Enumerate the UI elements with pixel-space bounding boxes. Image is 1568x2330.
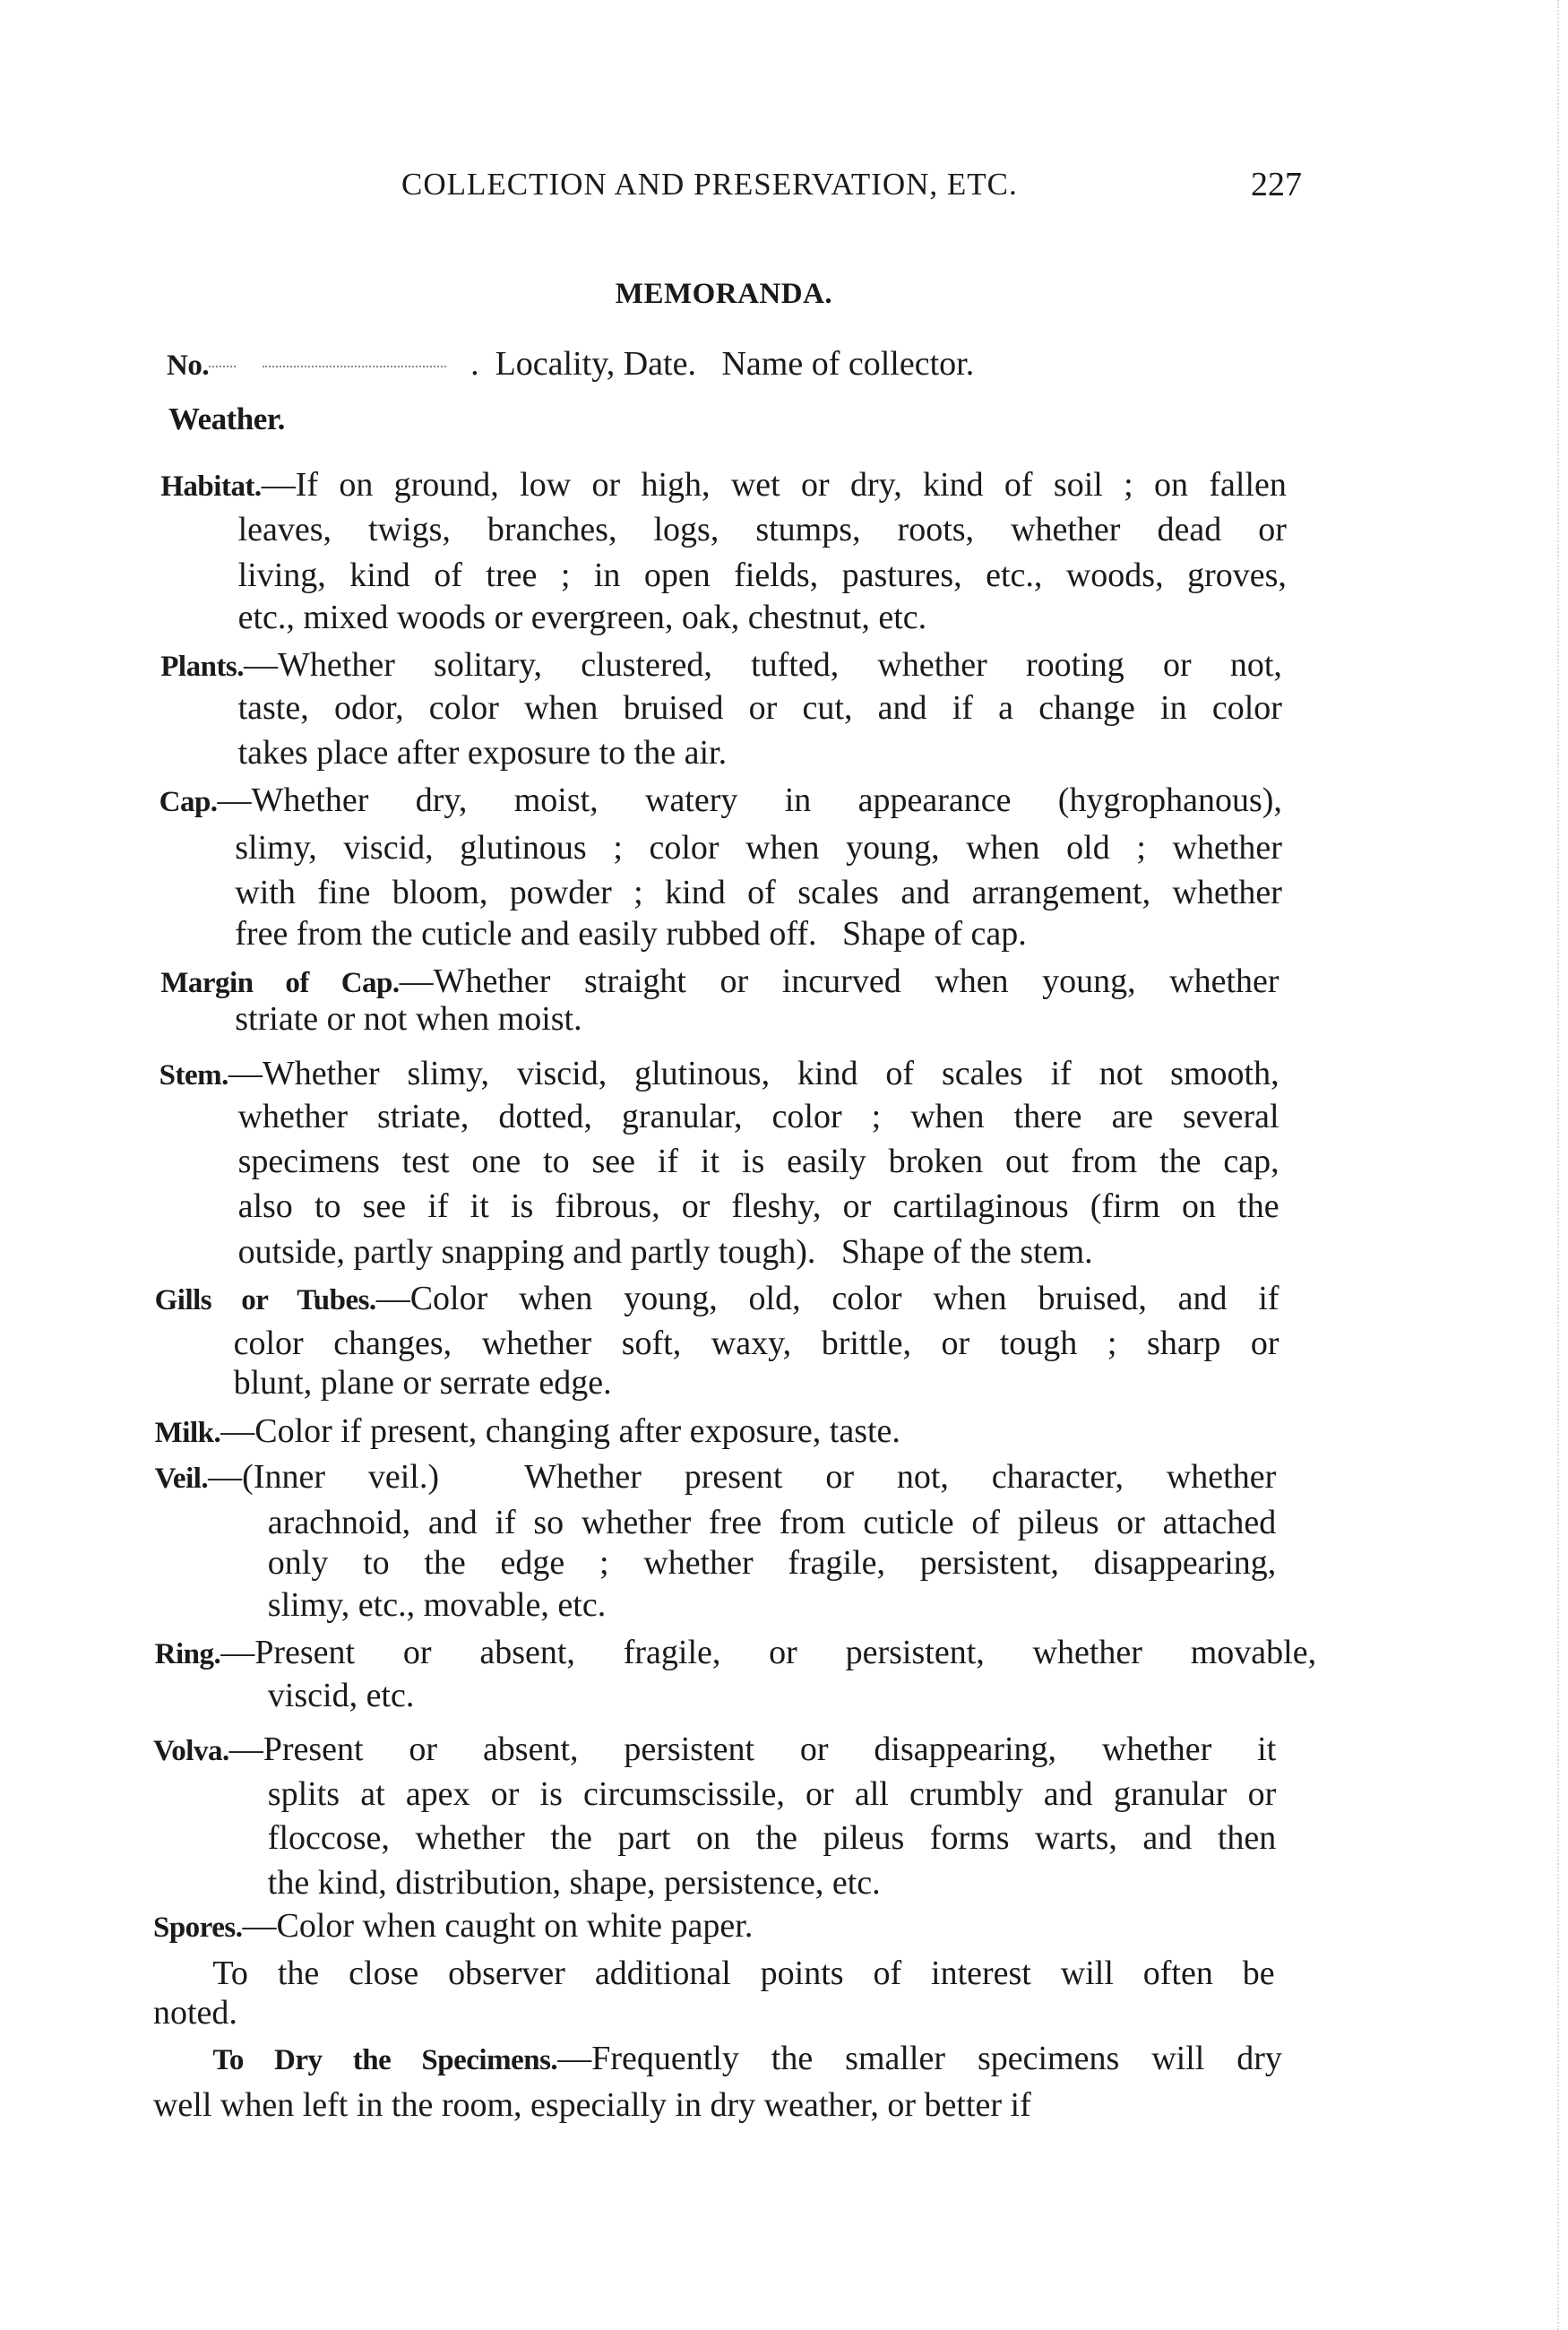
entry-text: free from the cuticle and easily rubbed off. Shape of cap. — [235, 915, 1027, 954]
text-line — [155, 1279, 1279, 1320]
text-line — [238, 1187, 1279, 1226]
text-line — [153, 2085, 1282, 2125]
entry-text: —Whether slimy, viscid, glutinous, kind of scales if not smooth, — [228, 1055, 1279, 1093]
text-line — [212, 2039, 1282, 2080]
text-line — [155, 1633, 1316, 1674]
entry-text: —Color if present, changing after exposure, taste. — [220, 1411, 900, 1450]
text-line — [238, 510, 1287, 549]
entry-label: To Dry the Specimens. — [212, 2044, 558, 2077]
memo-fields-text: Locality, Date. Name of collector. — [495, 345, 975, 383]
entry-label: Stem. — [159, 1059, 228, 1092]
entry-text: only to the edge ; whether fragile, persistent, disappearing, — [267, 1544, 1277, 1583]
entry-label: Ring. — [154, 1637, 221, 1670]
running-head: COLLECTION AND PRESERVATION, ETC. — [401, 167, 1018, 202]
number-label: No. — [167, 350, 210, 382]
text-line — [235, 873, 1282, 912]
text-line — [268, 1774, 1276, 1814]
entry-text: living, kind of tree ; in open fields, pastures, etc., woods, groves, — [237, 557, 1287, 595]
entry-label: Veil. — [154, 1463, 209, 1495]
entry-text: whether striate, dotted, granular, color ; when there are several — [237, 1098, 1279, 1136]
entry-text: floccose, whether the part on the pileus forms warts, and then — [267, 1819, 1277, 1858]
text-line — [268, 1585, 1276, 1625]
entry-text: —If on ground, low or high, wet or dry, kind of soil ; on fallen — [261, 465, 1287, 504]
entry-text: etc., mixed woods or evergreen, oak, chestnut, etc. — [237, 598, 927, 636]
text-line — [268, 1503, 1276, 1542]
entry-text: leaves, twigs, branches, logs, stumps, roots, whether dead or — [237, 510, 1287, 548]
text-line — [238, 688, 1282, 728]
text-line — [268, 1676, 1316, 1715]
entry-label: Margin of Cap. — [160, 967, 400, 1000]
text-line — [235, 999, 1279, 1039]
entry-label: Habitat. — [160, 470, 262, 503]
memo-number-line — [167, 344, 974, 384]
entry-text: noted. — [152, 1993, 237, 2032]
weather-label: Weather. — [168, 401, 285, 436]
page-number: 227 — [1251, 166, 1302, 203]
text-line — [160, 465, 1287, 506]
text-line — [153, 1906, 1276, 1947]
section-title: MEMORANDA. — [615, 278, 833, 310]
text-line — [238, 556, 1287, 595]
text-line — [235, 828, 1282, 867]
entry-label: Cap. — [159, 785, 218, 818]
text-line — [234, 1363, 1279, 1402]
text-line — [268, 1543, 1276, 1583]
text-line — [153, 1993, 1275, 2032]
entry-text: —Whether straight or incurved when young, whether — [399, 962, 1279, 1001]
entry-text: also to see if it is fibrous, or fleshy, or cartilaginous (firm on the — [237, 1187, 1279, 1225]
entry-text: blunt, plane or serrate edge. — [233, 1364, 612, 1402]
text-line — [238, 1097, 1279, 1136]
entry-text: —Whether solitary, clustered, tufted, whether rooting or not, — [244, 645, 1282, 684]
dotted-blank — [263, 366, 446, 367]
dotted-blank — [209, 366, 236, 367]
entry-text: the kind, distribution, shape, persistence, etc. — [267, 1864, 881, 1903]
text-line — [155, 1411, 1279, 1453]
text-line — [268, 1818, 1276, 1858]
entry-text: —Present or absent, persistent or disappearing, whether it — [228, 1730, 1277, 1768]
text-line — [238, 1142, 1279, 1181]
entry-label: Gills or Tubes. — [154, 1283, 376, 1316]
text-line — [212, 1954, 1274, 1993]
entry-text: slimy, etc., movable, etc. — [267, 1585, 607, 1624]
entry-text: splits at apex or is circumscissile, or all crumbly and granular or — [267, 1774, 1277, 1813]
entry-text: arachnoid, and if so whether free from cuticle of pileus or attached — [267, 1504, 1277, 1542]
entry-text: —Color when caught on white paper. — [242, 1907, 754, 1946]
entry-text: color changes, whether soft, waxy, brittle, or tough ; sharp or — [233, 1324, 1279, 1362]
entry-text: slimy, viscid, glutinous ; color when young, when old ; whether — [235, 828, 1282, 867]
entry-text: —Color when young, old, color when bruised, and if — [375, 1279, 1279, 1317]
text-line — [159, 1054, 1279, 1095]
entry-text: —Frequently the smaller specimens will dry — [557, 2040, 1282, 2078]
text-line — [238, 733, 1282, 772]
entry-text: To the close observer additional points of interest will often be — [212, 1955, 1275, 1993]
entry-text: with fine bloom, powder ; kind of scales and arrangement, whether — [235, 873, 1282, 911]
entry-text: —Whether dry, moist, watery in appearance (hygrophanous), — [217, 781, 1282, 819]
text-line — [238, 598, 1287, 637]
text-line — [155, 1457, 1277, 1498]
entry-text: well when left in the room, especially in dry weather, or better if — [152, 2085, 1031, 2124]
text-line — [234, 1324, 1279, 1363]
entry-text: specimens test one to see if it is easily broken out from the cap, — [237, 1143, 1279, 1181]
entry-text: taste, odor, color when bruised or cut, and if a change in color — [237, 688, 1282, 727]
entry-label: Spores. — [152, 1911, 243, 1945]
text-line — [238, 1232, 1279, 1272]
text-line — [235, 914, 1282, 954]
entry-text: —Present or absent, fragile, or persistent, whether movable, — [220, 1633, 1317, 1671]
entry-text: viscid, etc. — [267, 1677, 415, 1715]
text-line — [268, 1863, 1276, 1903]
entry-text: striate or not when moist. — [235, 999, 582, 1038]
text-line — [160, 645, 1282, 686]
scan-edge — [1557, 0, 1561, 2330]
entry-label: Milk. — [154, 1416, 221, 1449]
entry-label: Plants. — [160, 650, 245, 683]
text-line — [153, 1730, 1276, 1771]
entry-label: Volva. — [152, 1734, 229, 1767]
entry-text: outside, partly snapping and partly tough). Shape of the stem. — [237, 1233, 1093, 1272]
text-line — [160, 962, 1279, 1003]
entry-text: takes place after exposure to the air. — [237, 733, 728, 772]
separator-dot: . — [470, 345, 479, 383]
entry-text: —(Inner veil.) Whether present or not, character, whether — [208, 1458, 1277, 1496]
text-line — [159, 781, 1282, 822]
